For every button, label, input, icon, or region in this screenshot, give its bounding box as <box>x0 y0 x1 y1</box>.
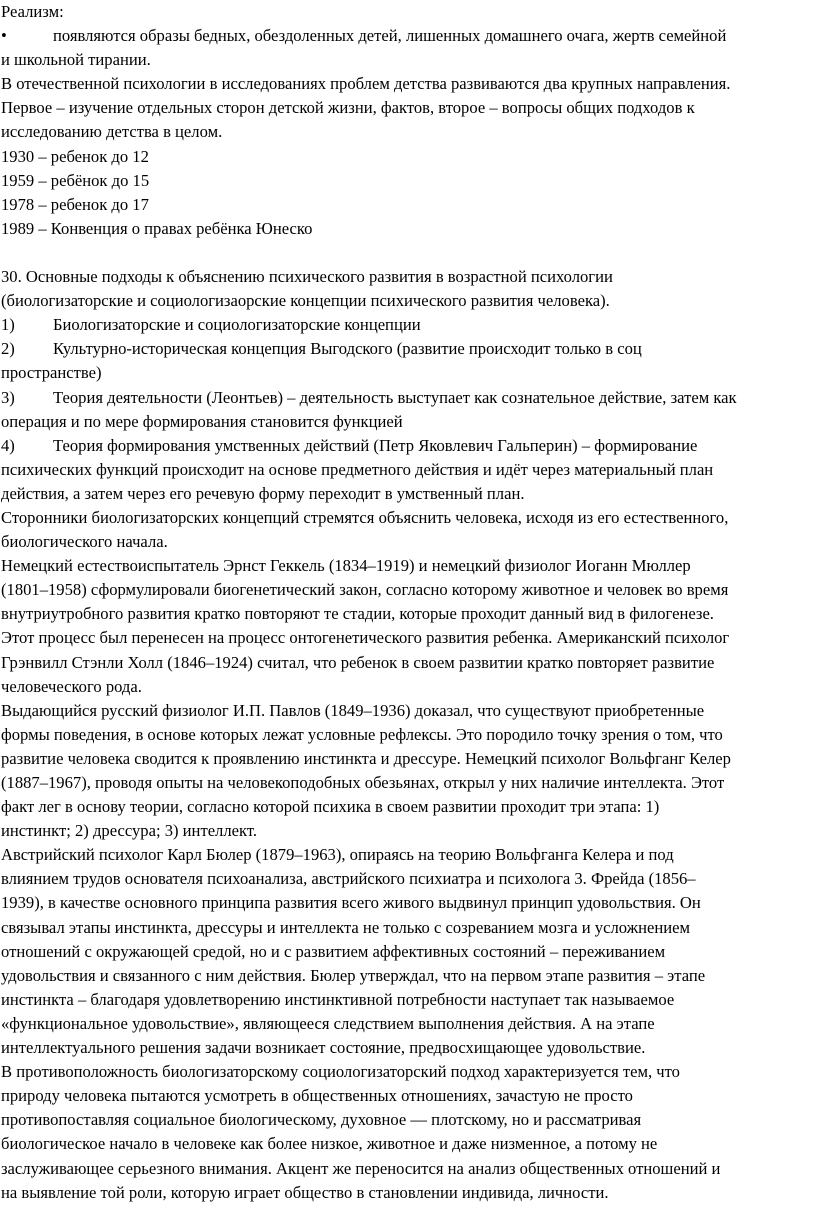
paragraph-buhler <box>1 843 814 1060</box>
paragraph-line: развитие человека сводится к проявлению инстинкта и дрессуре. Немецкий психолог Вольфганг Келер <box>1 748 731 768</box>
paragraph-line: удовольствия и связанного с ним действия. Бюлер утверждал, что на первом этапе развития – этапе <box>1 965 706 985</box>
paragraph-haeckel <box>1 554 814 699</box>
paragraph-line: Грэнвилл Стэнли Холл (1846–1924) считал, что ребенок в своем развитии кратко повторяет развитие <box>1 652 715 672</box>
approach-continuation: действия, а затем через его речевую форму переходит в умственный план. <box>1 483 525 503</box>
paragraph-line: Сторонники биологизаторских концепций стремятся объяснить человека, исходя из его естественного, <box>1 507 729 527</box>
approach-text: Теория формирования умственных действий (Петр Яковлевич Гальперин) – формирование <box>53 435 698 455</box>
timeline-item: 1959 – ребёнок до 15 <box>1 170 150 190</box>
bullet-icon: • <box>1 26 7 46</box>
paragraph-line: интеллектуального решения задачи возникает состояние, предвосхищающее удовольствие. <box>1 1038 646 1058</box>
paragraph-sociologization <box>1 1060 814 1205</box>
paragraph-line: внутриутробного развития кратко повторяют те стадии, которые проходит данный вид в филогенезе. <box>1 604 714 624</box>
approach-number: 4) <box>1 435 15 455</box>
paragraph-pavlov <box>1 699 814 844</box>
approach-number: 2) <box>1 339 15 359</box>
paragraph-line: противопоставляя социальное биологическому, духовное — плотскому, но и рассматривая <box>1 1110 642 1130</box>
approach-item <box>1 386 814 410</box>
paragraph-line: Австрийский психолог Карл Бюлер (1879–1963), опираясь на теорию Вольфганга Келера и под <box>1 845 674 865</box>
approach-item <box>1 337 814 361</box>
paragraph-line: биологического начала. <box>1 532 168 552</box>
paragraph-line: В отечественной психологии в исследованиях проблем детства развиваются два крупных направления. <box>1 74 731 94</box>
approach-continuation: пространстве) <box>1 363 102 383</box>
paragraph-line: заслуживающее серьезного внимания. Акцент же переносится на анализ общественных отношений и <box>1 1158 721 1178</box>
approach-text: Культурно-историческая концепция Выгодского (развитие происходит только в соц <box>53 339 642 359</box>
paragraph-line: (1801–1958) сформулировали биогенетический закон, согласно которому животное и человек во время <box>1 580 729 600</box>
paragraph-line: Первое – изучение отдельных сторон детской жизни, фактов, второе – вопросы общих подходов к <box>1 98 695 118</box>
paragraph-line: «функциональное удовольствие», являющееся следствием выполнения действия. А на этапе <box>1 1013 655 1033</box>
paragraph-line: связывал этапы инстинкта, дрессуры и интеллекта не только с созреванием мозга и усложнением <box>1 917 690 937</box>
question-title-line: 30. Основные подходы к объяснению психического развития в возрастной психологии <box>1 267 613 287</box>
paragraph-line: формы поведения, в основе которых лежат условные рефлексы. Это породило точку зрения о том, что <box>1 724 723 744</box>
timeline-item: 1989 – Конвенция о правах ребёнка Юнеско <box>1 218 313 238</box>
approach-continuation: психических функций происходит на основе предметного действия и идёт через материальный план <box>1 459 714 479</box>
realism-bullet-line-2: и школьной тирании. <box>1 50 151 70</box>
realism-heading: Реализм: <box>1 2 64 21</box>
approach-text: Биологизаторские и социологизаторские концепции <box>53 315 421 335</box>
paragraph-biologization <box>1 506 814 554</box>
paragraph-line: факт лег в основу теории, согласно которой психика в своем развитии проходит три этапа: 1) <box>1 797 660 817</box>
paragraph-line: инстинкта – благодаря удовлетворению инстинктивной потребности наступает так называемое <box>1 989 675 1009</box>
bullet-text: появляются образы бедных, обездоленных детей, лишенных домашнего очага, жертв семейной <box>53 26 727 46</box>
paragraph-line: на выявление той роли, которую играет общество в становлении индивида, личности. <box>1 1182 609 1202</box>
paragraph-line: Выдающийся русский физиолог И.П. Павлов (1849–1936) доказал, что существуют приобретенные <box>1 700 705 720</box>
approach-item <box>1 434 814 458</box>
paragraph-line: исследованию детства в целом. <box>1 122 223 142</box>
paragraph-line: человеческого рода. <box>1 676 142 696</box>
paragraph-line: В противоположность биологизаторскому социологизаторский подход характеризуется тем, что <box>1 1062 680 1082</box>
paragraph-line: 1939), в качестве основного принципа развития всего живого выдвинул принцип удовольствия. Он <box>1 893 701 913</box>
timeline-item: 1978 – ребенок до 17 <box>1 194 149 214</box>
spacer <box>1 241 814 265</box>
realism-bullet-line-1 <box>1 24 814 48</box>
approach-continuation: операция и по мере формирования становится функцией <box>1 411 403 431</box>
paragraph-line: (1887–1967), проводя опыты на человекоподобных обезьянах, открыл у них наличие интеллекта. Этот <box>1 773 725 792</box>
paragraph-line: природу человека пытаются усмотреть в общественных отношениях, зачастую не просто <box>1 1086 633 1106</box>
question-title-line: (биологизаторские и социологизаорские концепции психического развития человека). <box>1 291 610 311</box>
approach-text: Теория деятельности (Леонтьев) – деятельность выступает как сознательное действие, затем как <box>53 387 737 407</box>
paragraph-line: Немецкий естествоиспытатель Эрнст Геккель (1834–1919) и немецкий физиолог Иоганн Мюллер <box>1 556 691 576</box>
paragraph-line: влиянием трудов основателя психоанализа, австрийского психиатра и психолога 3. Фрейда (1856– <box>1 869 696 889</box>
paragraph-line: Этот процесс был перенесен на процесс онтогенетического развития ребенка. Американский психолог <box>1 628 730 648</box>
approach-number: 1) <box>1 315 15 335</box>
paragraph-line: инстинкт; 2) дрессура; 3) интеллект. <box>1 821 257 841</box>
approach-item <box>1 313 814 337</box>
paragraph-line: биологическое начало в человеке как более низкое, животное и даже низменное, а потому не <box>1 1134 658 1154</box>
approach-number: 3) <box>1 387 15 407</box>
paragraph-line: отношений с окружающей средой, но и с развитием аффективных состояний – переживанием <box>1 941 666 961</box>
timeline-item: 1930 – ребенок до 12 <box>1 146 149 166</box>
